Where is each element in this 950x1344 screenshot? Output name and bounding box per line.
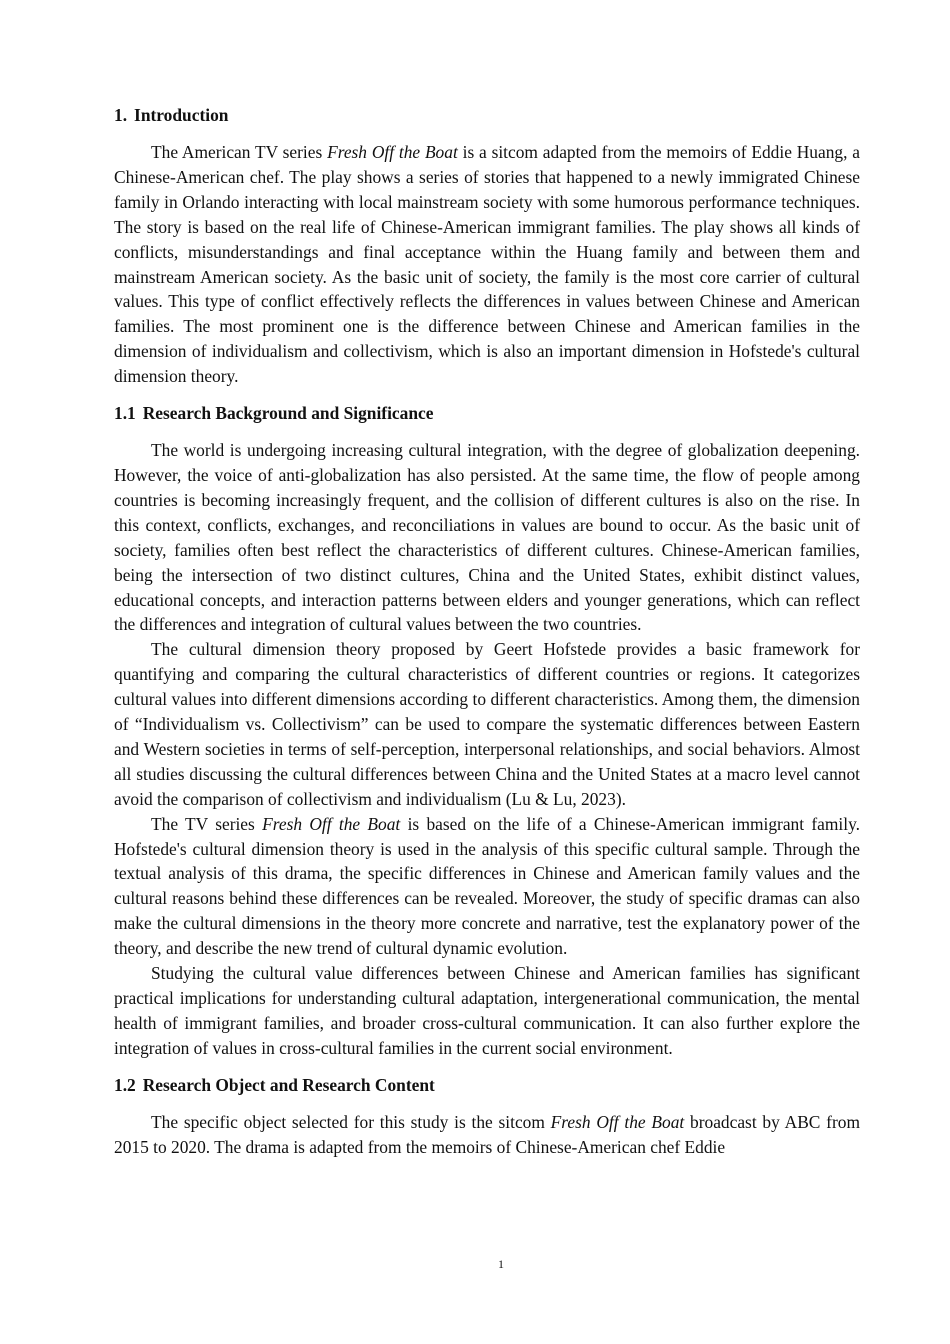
section-heading-research-object [114, 1073, 860, 1098]
section-heading-introduction [114, 103, 860, 128]
series-title: Fresh Off the Boat [550, 1111, 685, 1132]
series-title: Fresh Off the Boat [327, 142, 458, 162]
page-number: 1 [498, 1257, 504, 1271]
section-heading-background [114, 401, 860, 426]
background-paragraph-3 [114, 812, 860, 961]
text-run: The TV series [151, 813, 263, 834]
document-page [114, 103, 860, 1160]
section-number: 1. [114, 105, 128, 125]
text-run: The specific object selected for this study is the sitcom [151, 1111, 551, 1132]
text-run: is based on the life of a Chinese-American immigrant family. Hofstede's cultural dimension theory is used in the analysis of this specific cultural sample. Through the textual analysis of this drama, the specific differences in Chinese and American family values and the cultural reasons behind these differences can be revealed. Moreover, the study of specific dramas can also make the cultural dimensions in the theory more concrete and narrative, test the explanatory power of the theory, and describe the new trend of cultural dynamic evolution. [114, 813, 860, 959]
background-paragraph-1: The world is undergoing increasing cultural integration, with the degree of globalization deepening. However, the voice of anti-globalization has also persisted. At the same time, the flow of people among countries is becoming increasingly frequent, and the collision of different cultures is also on the rise. In this context, conflicts, exchanges, and reconciliations in values are bound to occur. As the basic unit of society, families often best reflect the characteristics of different cultures. Chinese-American families, being the intersection of two distinct cultures, China and the United States, exhibit distinct values, educational concepts, and interaction patterns between elders and younger generations, which can reflect the differences and integration of cultural values between the two countries. [114, 440, 860, 635]
section-title: Introduction [134, 105, 229, 125]
series-title: Fresh Off the Boat [262, 813, 401, 834]
text-run: The American TV series [151, 142, 328, 162]
text-run: broadcast by ABC from 2015 to 2020. The drama is adapted from the memoirs of Chinese-American chef Eddie [114, 1111, 860, 1157]
text-run: is a sitcom adapted from the memoirs of Eddie Huang, a Chinese-American chef. The play shows a series of stories that happened to a newly immigrated Chinese family in Orlando interacting with local mainstream society with some humorous performance techniques. The story is based on the real life of Chinese-American immigrant families. The play shows all kinds of conflicts, misunderstandings and final acceptance within the Huang family and between them and mainstream American society. As the basic unit of society, the family is the most core carrier of cultural values. This type of conflict effectively reflects the differences in values between Chinese and American families. The most prominent one is the difference between Chinese and American families in the dimension of individualism and collectivism, which is also an important dimension in Hofstede's cultural dimension theory. [114, 142, 860, 387]
background-paragraph-2: The cultural dimension theory proposed by Geert Hofstede provides a basic framework for quantifying and comparing the cultural characteristics of different countries or regions. It categorizes cultural values into different dimensions according to different characteristics. Among them, the dimension of “Individualism vs. Collectivism” can be used to compare the systematic differences between Eastern and Western societies in terms of self-perception, interpersonal relationships, and social behaviors. Almost all studies discussing the cultural differences between China and the United States at a macro level cannot avoid the comparison of collectivism and individualism (Lu & Lu, 2023). [114, 639, 860, 809]
background-paragraph-4: Studying the cultural value differences between Chinese and American families has significant practical implications for understanding cultural adaptation, intergenerational communication, the mental health of immigrant families, and broader cross-cultural communication. It can also further explore the integration of values in cross-cultural families in the current social environment. [114, 963, 860, 1058]
section-number: 1.1 [114, 403, 136, 424]
section-title: Research Object and Research Content [142, 1074, 435, 1095]
section-title: Research Background and Significance [142, 403, 434, 424]
intro-paragraph [114, 140, 860, 389]
section-number: 1.2 [114, 1074, 136, 1095]
object-paragraph-1 [114, 1110, 860, 1160]
